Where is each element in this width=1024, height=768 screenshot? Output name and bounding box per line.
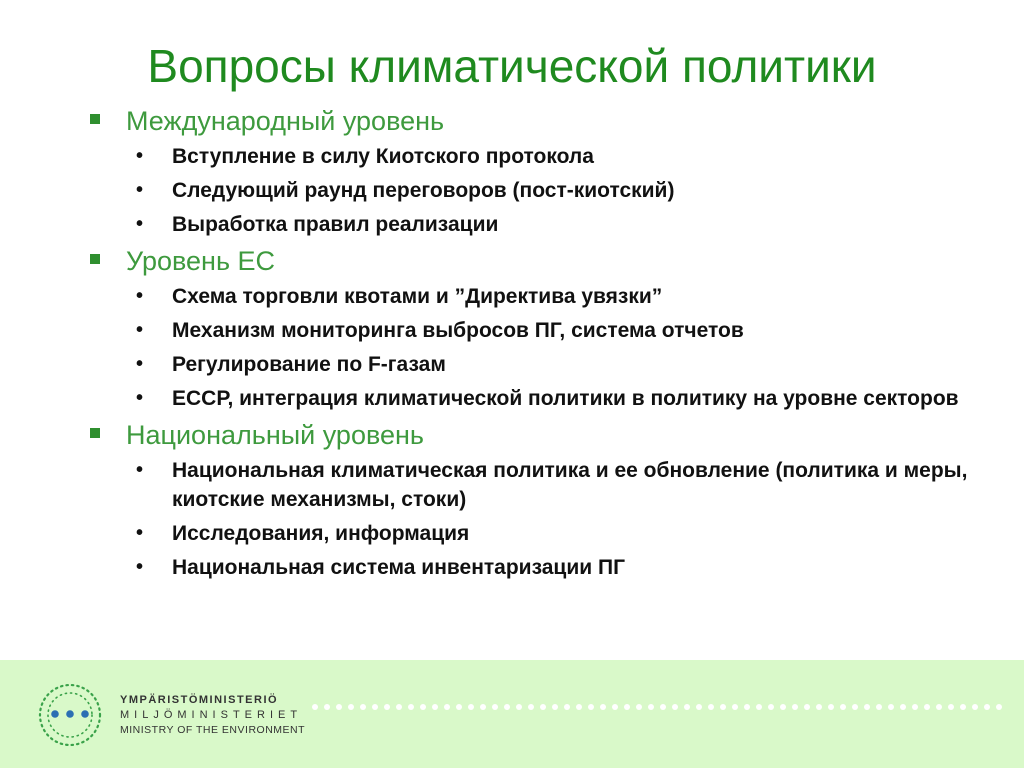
list-item (88, 176, 1008, 205)
list-item-text: Регулирование по F-газам (172, 353, 446, 376)
round-bullet-icon: • (136, 213, 144, 235)
ministry-logo-circle-icon (35, 680, 105, 750)
round-bullet-icon: • (136, 387, 144, 409)
list-item-text: Выработка правил реализации (172, 213, 499, 236)
square-bullet-icon (90, 428, 100, 438)
list-item-text: Механизм мониторинга выбросов ПГ, система отчетов (172, 319, 744, 342)
section-heading-text: Национальный уровень (126, 420, 424, 450)
round-bullet-icon: • (136, 145, 144, 167)
ministry-brand-text (120, 693, 305, 738)
round-bullet-icon: • (136, 459, 144, 481)
list-item-text: Вступление в силу Киотского протокола (172, 145, 594, 168)
list-item-text: ЕССР, интеграция климатической политики в политику на уровне секторов (172, 387, 959, 410)
round-bullet-icon: • (136, 353, 144, 375)
list-item-text: Исследования, информация (172, 522, 470, 545)
list-item (88, 553, 1008, 582)
list-item (88, 316, 1008, 345)
square-bullet-icon (90, 254, 100, 264)
list-item-text: Схема торговли квотами и ”Директива увязки” (172, 285, 663, 308)
list-item (88, 282, 1008, 311)
section-heading-eu (88, 245, 1008, 277)
list-item (88, 350, 1008, 379)
section-heading-national (88, 419, 1008, 451)
round-bullet-icon: • (136, 556, 144, 578)
decorative-dotted-line (310, 702, 1010, 712)
list-item (88, 142, 1008, 171)
section-heading-international (88, 105, 1008, 137)
list-item-text: Национальная климатическая политика и ее обновление (политика и меры, киотские механизмы, стоки) (172, 459, 968, 511)
list-item (88, 519, 1008, 548)
round-bullet-icon: • (136, 522, 144, 544)
list-item-text: Следующий раунд переговоров (пост-киотский) (172, 179, 675, 202)
square-bullet-icon (90, 114, 100, 124)
org-name-finnish: YMPÄRISTÖMINISTERIÖ (120, 694, 279, 706)
section-heading-text: Уровень ЕС (126, 246, 276, 276)
list-item (88, 384, 1008, 413)
round-bullet-icon: • (136, 179, 144, 201)
list-item-text: Национальная система инвентаризации ПГ (172, 556, 625, 579)
slide-content (88, 99, 1008, 587)
slide-title: Вопросы климатической политики (147, 40, 877, 92)
round-bullet-icon: • (136, 285, 144, 307)
list-item (88, 456, 1008, 514)
org-name-english: MINISTRY OF THE ENVIRONMENT (120, 724, 306, 736)
round-bullet-icon: • (136, 319, 144, 341)
list-item (88, 210, 1008, 239)
org-name-swedish: MILJÖMINISTERIET (120, 709, 303, 721)
section-heading-text: Международный уровень (126, 106, 445, 136)
